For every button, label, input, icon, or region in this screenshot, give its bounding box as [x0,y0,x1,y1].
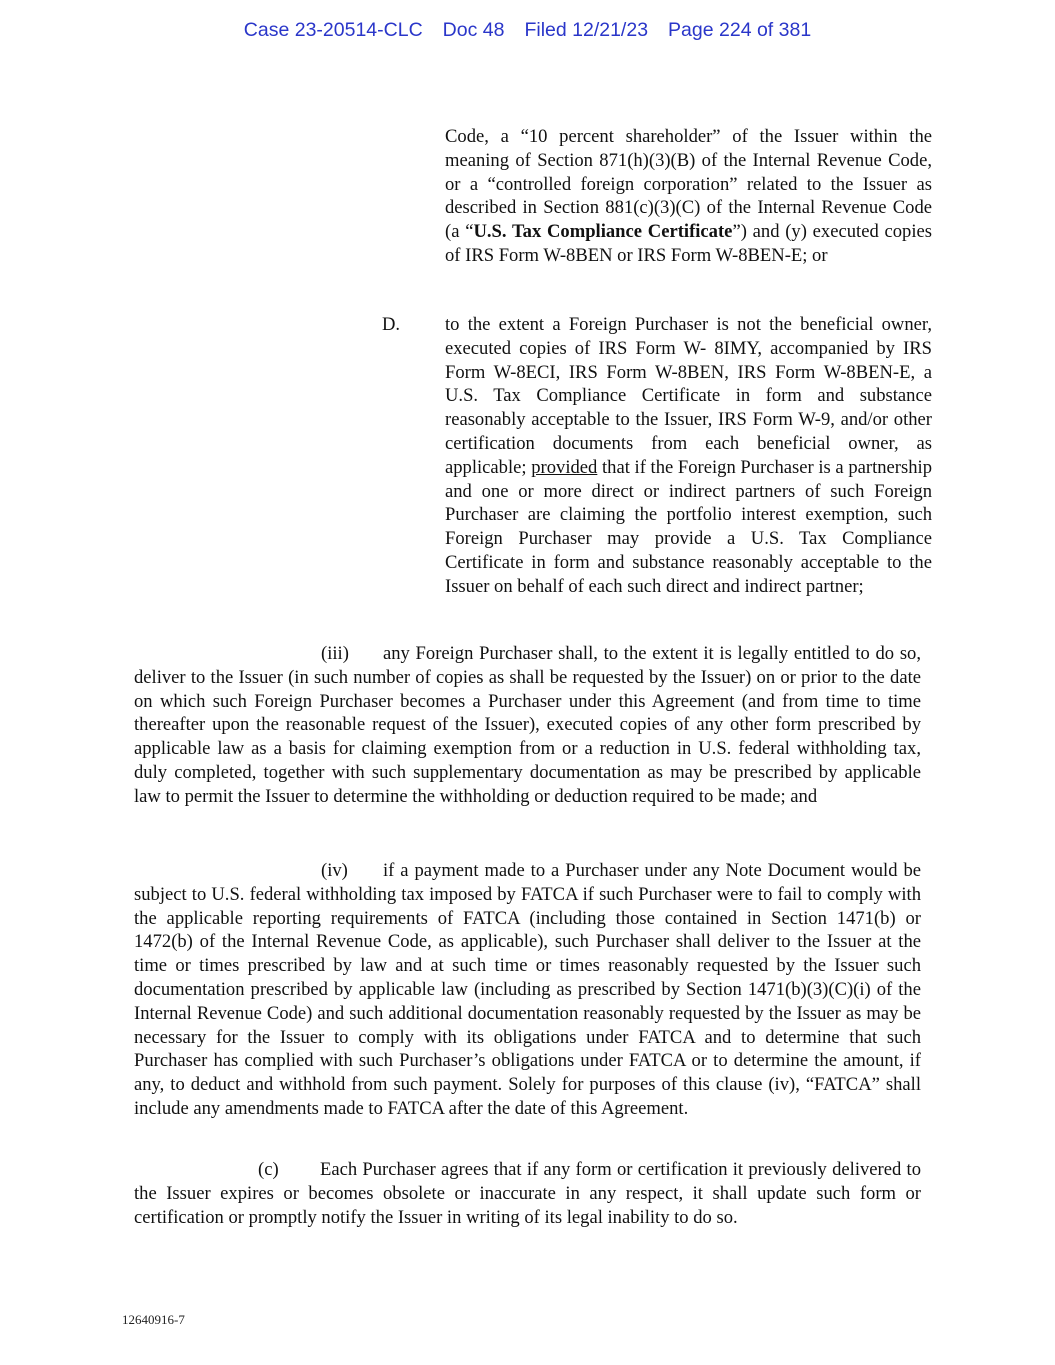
clause-c-continued [445,125,932,268]
clause-d-label: D. [382,314,401,335]
clause-c-text-part2: ”) and (y) executed copies of IRS Form W-8BEN or IRS Form W-8BEN-E; or [445,221,933,266]
page-count: Page 224 of 381 [668,19,812,41]
clause-iii [134,642,921,809]
clause-iv-text: if a payment made to a Purchaser under any Note Document would be subject to U.S. federal withholding tax imposed by FATCA if such Purchaser were to fail to comply with the applicable reporting requirements of FATCA (including those contained in Section 1471(b) or 1472(b) of the Internal Revenue Code, as applicable), such Purchaser shall deliver to the Issuer at the time or times prescribed by law and at such time or times reasonably requested by the Issuer such documentation prescribed by applicable law (including as prescribed by Section 1471(b)(3)(C)(i) of the Internal Revenue Code) and such additional documentation reasonably requested by the Issuer as may be necessary for the Issuer to comply with its obligations under FATCA and to determine that such Purchaser has complied with such Purchaser’s obligations under FATCA or to determine the amount, if any, to deduct and withhold from such payment. Solely for purposes of this clause (iv), “FATCA” shall include any amendments made to FATCA after the date of this Agreement. [134,860,921,1119]
clause-c-text-part1: Code, a “10 percent shareholder” of the Issuer within the meaning of Section 871(h)(3)(B) of the Internal Revenue Code, or a “controlled foreign corporation” related to the Issuer as described in Section 881(c)(3)(C) of the Internal Revenue Code (a “ [445,126,932,243]
defined-term: U.S. Tax Compliance Certificate [473,221,733,243]
clause-iii-label: (iii) [321,643,349,664]
clause-d-text-part1: to the extent a Foreign Purchaser is not the beneficial owner, executed copies of IRS Form W- 8IMY, accompanied by IRS Form W-8ECI, IRS Form W-8BEN, IRS Form W-8BEN-E, a U.S. Tax Compliance Certificate in form and substance reasonably acceptable to the Issuer, IRS Form W-9, and/or other certification documents from each beneficial owner, as applicable; [445,314,932,478]
section-c [134,1158,921,1229]
section-c-label: (c) [258,1159,279,1180]
clause-d-text-part2: that if the Foreign Purchaser is a partnership and one or more direct or indirect partners of such Foreign Purchaser are claiming the portfolio interest exemption, such Foreign Purchaser may provide a U.S. Tax Compliance Certificate in form and substance reasonably acceptable to the Issuer on behalf of each such direct and indirect partner; [445,456,932,597]
section-c-text: Each Purchaser agrees that if any form or certification it previously delivered to the Issuer expires or becomes obsolete or inaccurate in any respect, it shall update such form or certification or promptly notify the Issuer in writing of its legal inability to do so. [134,1159,921,1228]
case-header [0,19,1055,42]
document-id: 12640916-7 [122,1312,185,1327]
clause-iv-label: (iv) [321,860,348,881]
case-number: Case 23-20514-CLC [243,19,423,41]
clause-d [445,313,932,599]
doc-number: Doc 48 [442,19,505,41]
clause-iii-text: any Foreign Purchaser shall, to the extent it is legally entitled to do so, deliver to the Issuer (in such number of copies as shall be requested by the Issuer) on or prior to the date on which such Foreign Purchaser becomes a Purchaser under this Agreement (and from time to time thereafter upon the reasonable request of the Issuer), executed copies of any other form prescribed by applicable law as a basis for claiming exemption from or a reduction in U.S. federal withholding tax, duly completed, together with such supplementary documentation as may be prescribed by applicable law to permit the Issuer to determine the withholding or deduction required to be made; and [134,643,921,807]
provided-term: provided [531,456,598,478]
clause-iv [134,859,921,1121]
filed-date: Filed 12/21/23 [524,19,649,41]
